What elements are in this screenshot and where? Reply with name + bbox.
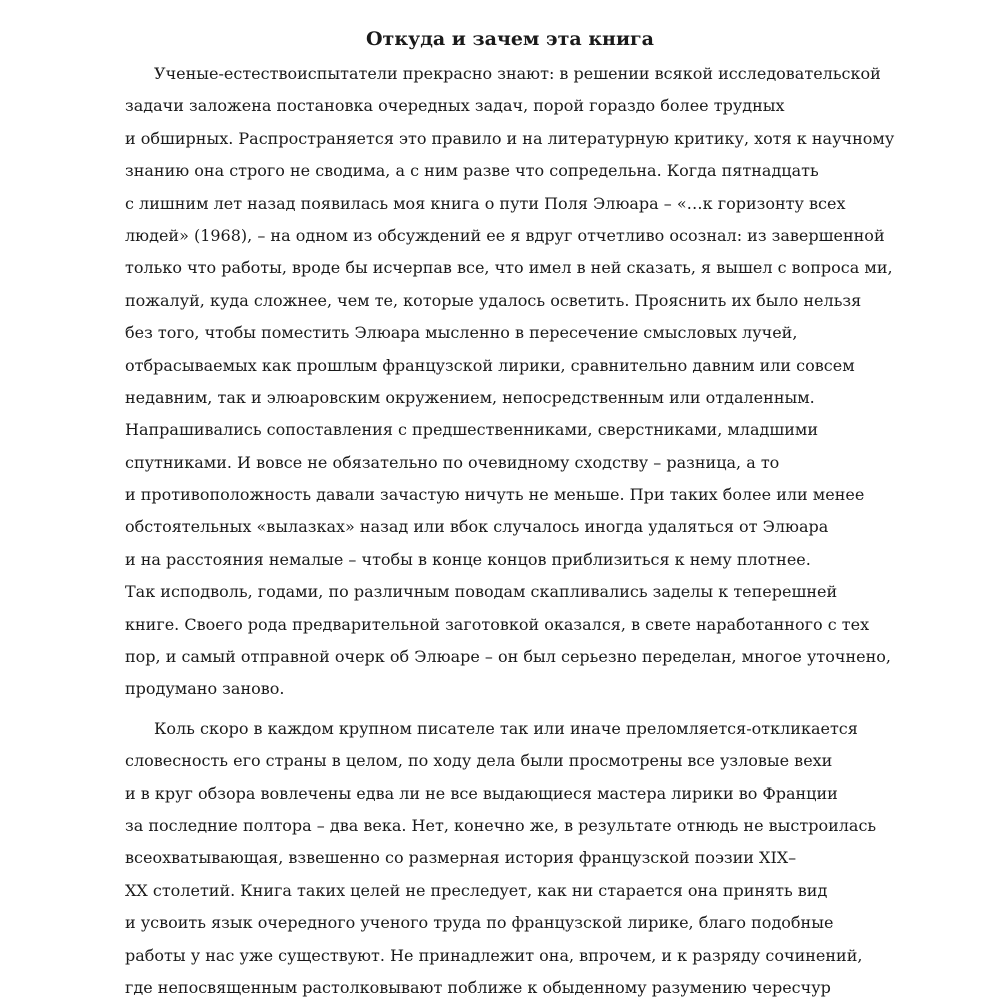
text-line: людей» (1968), – на одном из обсуждений ее я вдруг отчетливо осознал: из завершенной (125, 225, 885, 245)
text-line: и усвоить язык очередного ученого труда по французской лирике, благо подобные (125, 913, 834, 933)
text-line: и в круг обзора вовлечены едва ли не все выдающиеся мастера лирики во Франции (125, 783, 838, 803)
text-line: за последние полтора – два века. Нет, конечно же, в результате отнюдь не выстроилась (125, 815, 877, 835)
paragraph (125, 713, 895, 1004)
text-line: спутниками. И вовсе не обязательно по очевидному сходству – разница, а то (125, 452, 780, 472)
text-line: недавним, так и элюаровским окружением, непосредственным или отдаленным. (125, 387, 815, 407)
text-line: знанию она строго не сводима, а с ним разве что сопредельна. Когда пятнадцать (125, 161, 819, 181)
text-line: книге. Своего рода предварительной заготовкой оказался, в свете наработанного с тех (125, 614, 870, 634)
paragraph (125, 58, 895, 706)
text-line: всеохватывающая, взвешенно со размерная история французской поэзии XIX– (125, 848, 797, 868)
text-line: с лишним лет назад появилась моя книга о пути Поля Элюара – «…к горизонту всех (125, 193, 846, 213)
body-text (125, 58, 895, 1004)
text-line: работы у нас уже существуют. Не принадлежит она, впрочем, и к разряду сочинений, (125, 945, 863, 965)
document-page (125, 0, 895, 1004)
text-line: Так исподволь, годами, по различным поводам скапливались заделы к теперешней (125, 582, 838, 602)
text-line: и противоположность давали зачастую ничуть не меньше. При таких более или менее (125, 485, 865, 505)
text-line: словесность его страны в целом, по ходу дела были просмотрены все узловые вехи (125, 751, 833, 771)
text-line: Ученые-естествоиспытатели прекрасно знают: в решении всякой исследовательской (154, 64, 881, 83)
text-line: и обширных. Распространяется это правило и на литературную критику, хотя к научному (125, 128, 895, 148)
text-line: задачи заложена постановка очередных задач, порой гораздо более трудных (125, 96, 785, 116)
text-line: продумано заново. (125, 679, 285, 699)
text-line: и на расстояния немалые – чтобы в конце концов приблизиться к нему плотнее. (125, 549, 811, 569)
text-line: только что работы, вроде бы исчерпав все, что имел в ней сказать, я вышел с вопроса ми, (125, 258, 893, 278)
text-line: XX столетий. Книга таких целей не преследует, как ни старается она принять вид (125, 880, 828, 900)
text-line: пор, и самый отправной очерк об Элюаре – он был серьезно переделан, многое уточнено, (125, 647, 891, 667)
text-line: без того, чтобы поместить Элюара мысленно в пересечение смысловых лучей, (125, 323, 798, 343)
text-line: пожалуй, куда сложнее, чем те, которые удалось осветить. Прояснить их было нельзя (125, 290, 862, 310)
text-line: где непосвященным растолковывают поближе к обыденному разумению чересчур (125, 977, 831, 997)
text-line: Коль скоро в каждом крупном писателе так или иначе преломляется-откликается (154, 718, 858, 738)
text-line: обстоятельных «вылазках» назад или вбок случалось иногда удаляться от Элюара (125, 517, 829, 537)
text-line: отбрасываемых как прошлым французской лирики, сравнительно давним или совсем (125, 355, 855, 375)
chapter-title: Откуда и зачем эта книга (366, 28, 654, 50)
text-line: Напрашивались сопоставления с предшественниками, сверстниками, младшими (125, 420, 819, 440)
